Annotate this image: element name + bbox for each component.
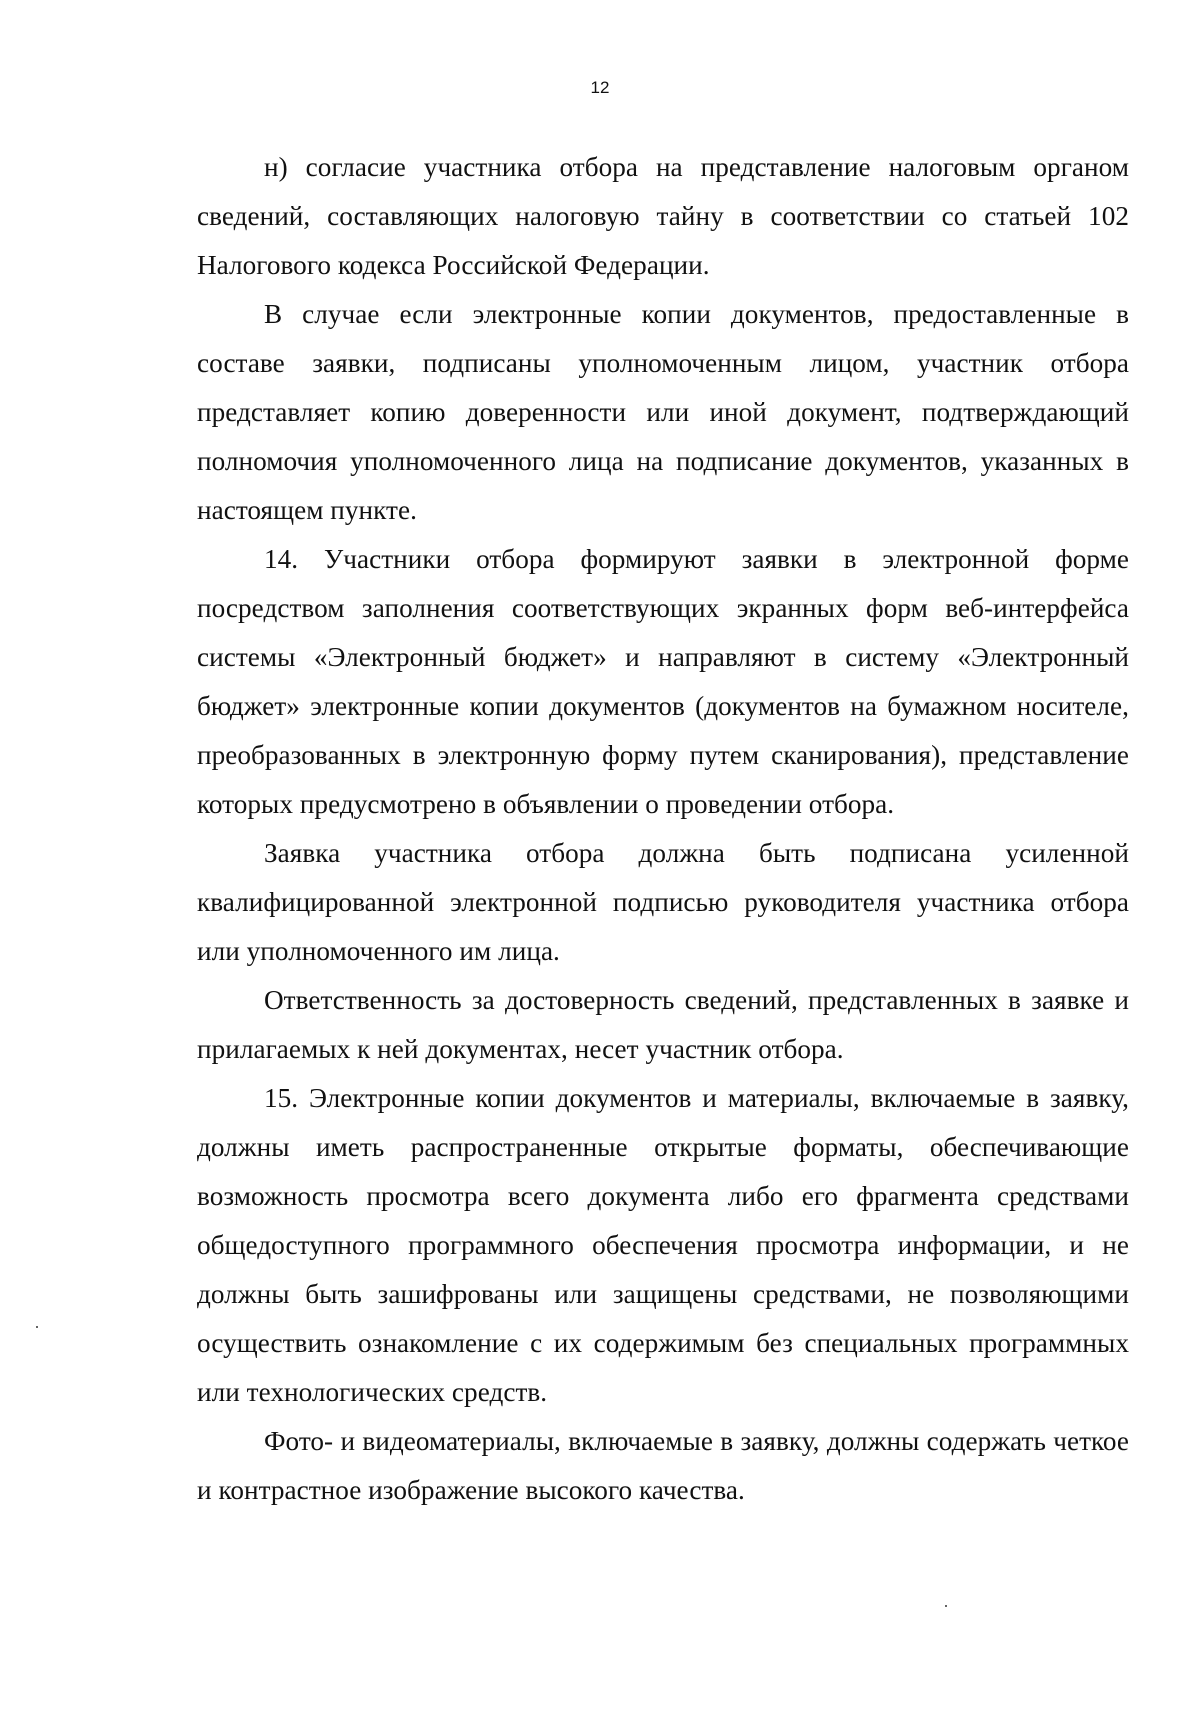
document-body <box>197 143 1129 1515</box>
paragraph-consent-tax-secret: н) согласие участника отбора на представление налоговым органом сведений, составляющих налоговую тайну в соответствии со статьей 102 Налогового кодекса Российской Федерации. <box>197 152 1129 280</box>
scan-speck <box>36 1326 38 1328</box>
paragraph-photo-video-materials: Фото- и видеоматериалы, включаемые в заявку, должны содержать четкое и контрастное изображение высокого качества. <box>197 1426 1129 1505</box>
paragraph-responsibility: Ответственность за достоверность сведений, представленных в заявке и прилагаемых к ней документах, несет участник отбора. <box>197 985 1129 1064</box>
paragraph-14-application-form: 14. Участники отбора формируют заявки в электронной форме посредством заполнения соответствующих экранных форм веб-интерфейса системы «Электронный бюджет» и направляют в систему «Электронный бюджет» электронные копии документов (документов на бумажном носителе, преобразованных в электронную форму путем сканирования), представление которых предусмотрено в объявлении о проведении отбора. <box>197 544 1129 819</box>
page-number: 12 <box>590 78 610 97</box>
paragraph-authorized-person: В случае если электронные копии документов, предоставленные в составе заявки, подписаны уполномоченным лицом, участник отбора представляет копию доверенности или иной документ, подтверждающий полномочия уполномоченного лица на подписание документов, указанных в настоящем пункте. <box>197 299 1129 525</box>
paragraph-signature-requirement: Заявка участника отбора должна быть подписана усиленной квалифицированной электронной подписью руководителя участника отбора или уполномоченного им лица. <box>197 838 1129 966</box>
scan-speck <box>945 1605 947 1607</box>
paragraph-15-file-formats: 15. Электронные копии документов и материалы, включаемые в заявку, должны иметь распространенные открытые форматы, обеспечивающие возможность просмотра всего документа либо его фрагмента средствами общедоступного программного обеспечения просмотра информации, и не должны быть зашифрованы или защищены средствами, не позволяющими осуществить ознакомление с их содержимым без специальных программных или технологических средств. <box>197 1083 1129 1407</box>
